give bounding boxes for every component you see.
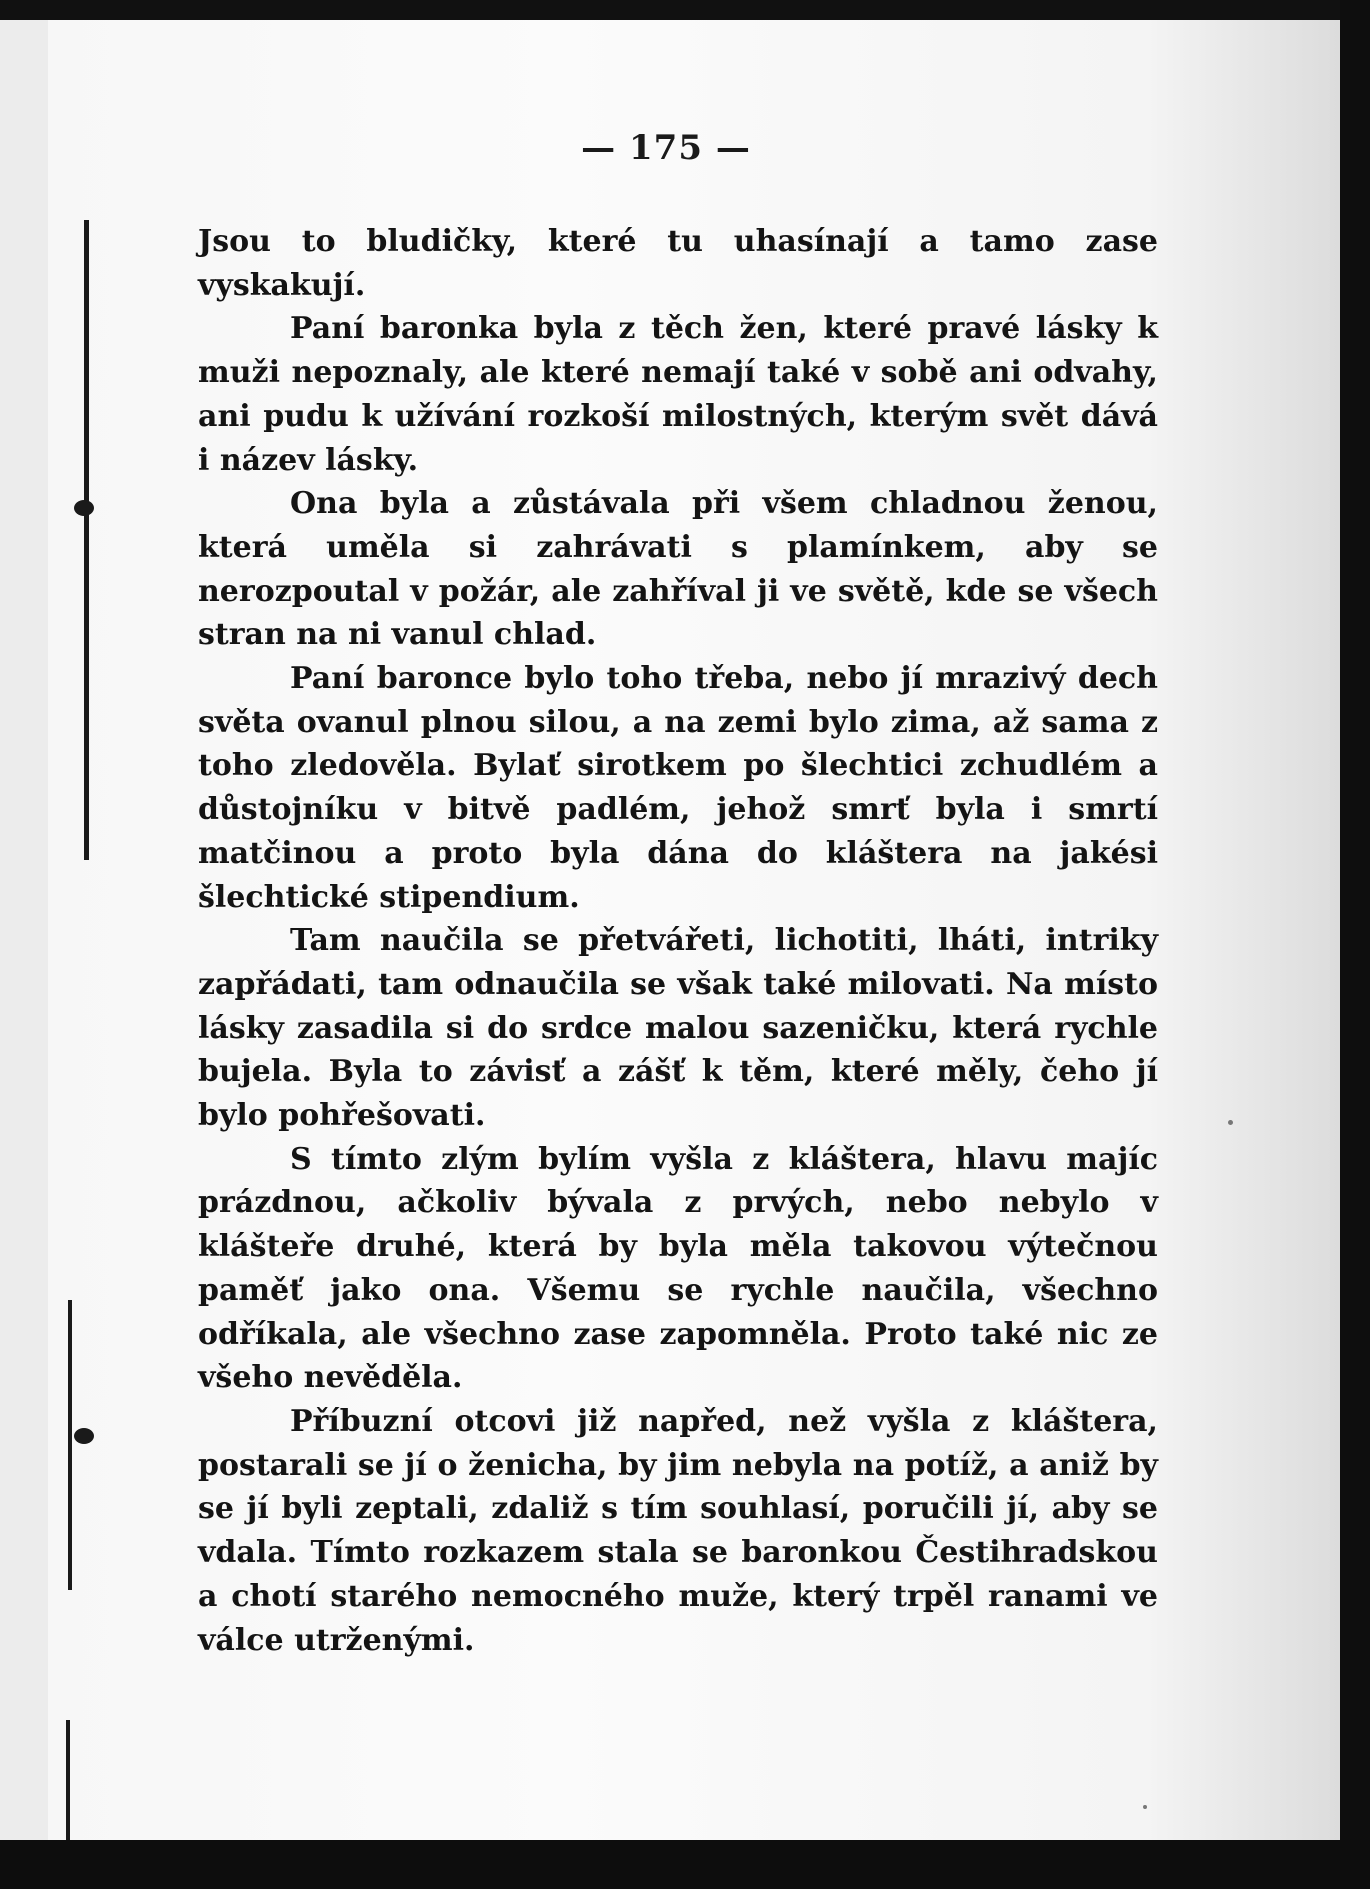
paragraph: Paní baronce bylo toho třeba, nebo jí mrazivý dech světa ovanul plnou silou, a na zemi bylo zima, až sama z toho zledověla. Bylať sirotkem po šlechtici zchudlém a důstojníku v bitvě padlém, jehož smrť byla i smrtí matčinou a proto byla dána do kláštera na jakési šlechtické stipendium.	[198, 661, 1158, 915]
scan-border-bottom	[0, 1840, 1370, 1889]
paragraph: Příbuzní otcovi již napřed, než vyšla z kláštera, postarali se jí o ženicha, by jim nebyla na potíž, a aniž by se jí byli zeptali, zdaliž s tím souhlasí, poručili jí, aby se vdala. Tímto rozkazem stala se baronkou Čestihradskou a chotí starého nemocného muže, který trpěl ranami ve válce utrženými.	[198, 1403, 1158, 1658]
left-margin	[0, 20, 48, 1840]
book-page	[48, 20, 1340, 1840]
paragraph: Tam naučila se přetvářeti, lichotiti, lháti, intriky zapřádati, tam odnaučila se však také milovati. Na místo lásky zasadila si do srdce malou sazeničku, která rychle bujela. Byla to závisť a zášť k těm, které měly, čeho jí bylo pohřešovati.	[198, 923, 1158, 1134]
binding-shadow	[68, 1300, 72, 1590]
scan-border-right	[1340, 0, 1370, 1889]
body-text	[198, 220, 1158, 1662]
binding-shadow	[84, 220, 89, 860]
paragraph: Paní baronka byla z těch žen, které pravé lásky k muži nepoznaly, ale které nemají také v sobě ani odvahy, ani pudu k užívání rozkoší milostných, kterým svět dává i název lásky.	[198, 311, 1158, 478]
paper-speck	[1143, 1805, 1147, 1809]
binding-mark	[74, 1428, 94, 1444]
page-number: — 175 —	[581, 128, 751, 168]
paragraph: S tímto zlým bylím vyšla z kláštera, hlavu majíc prázdnou, ačkoliv bývala z prvých, nebo nebylo v klášteře druhé, která by byla měla takovou výtečnou paměť jako ona. Všemu se rychle naučila, všechno odříkala, ale všechno zase zapomněla. Proto také nic ze všeho nevěděla.	[198, 1141, 1158, 1396]
scan-border-top	[0, 0, 1370, 20]
paragraph: Jsou to bludičky, které tu uhasínají a tamo zase vyskakují.	[198, 224, 1158, 303]
paragraph: Ona byla a zůstávala při všem chladnou ženou, která uměla si zahrávati s plamínkem, aby se nerozpoutal v požár, ale zahříval ji ve světě, kde se všech stran na ni vanul chlad.	[198, 486, 1158, 653]
binding-shadow	[66, 1720, 70, 1860]
paper-speck	[1228, 1120, 1233, 1125]
binding-mark	[74, 500, 94, 516]
